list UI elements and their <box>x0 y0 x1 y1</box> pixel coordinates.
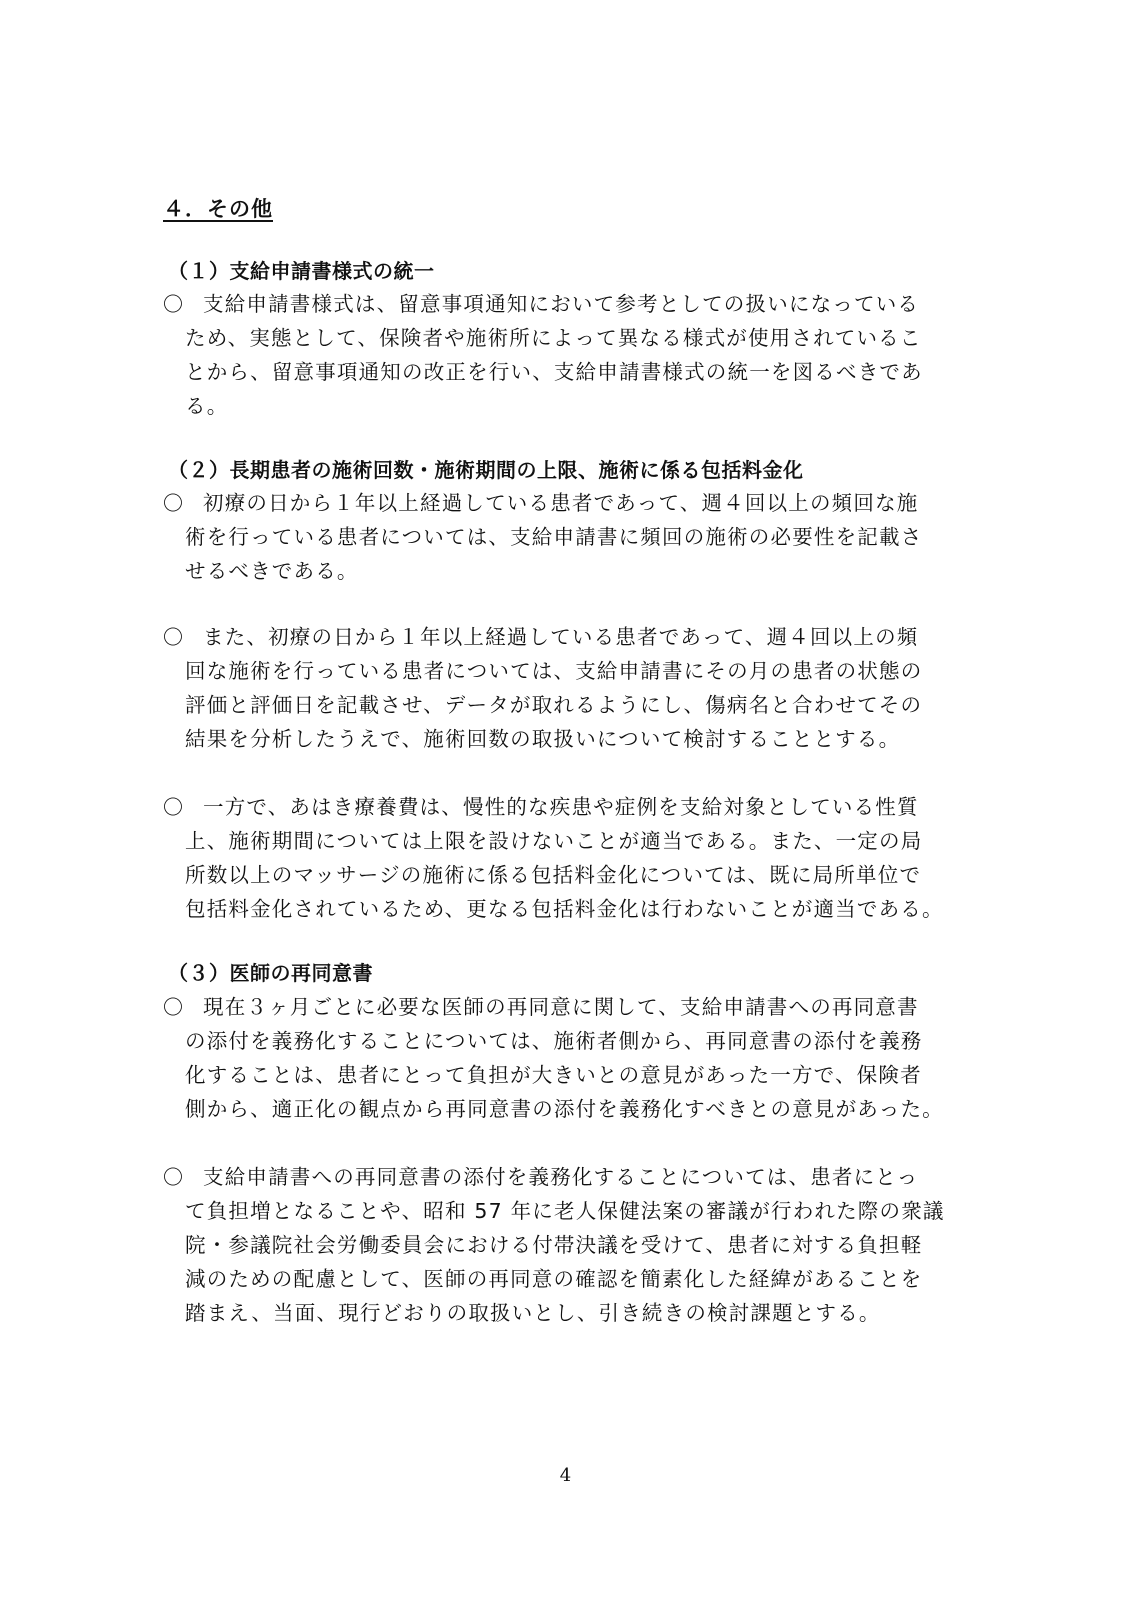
section-heading: ４．その他 <box>163 197 273 221</box>
bullet-icon: 〇 <box>163 1165 185 1189</box>
paragraph-line: 包括料金化されているため、更なる包括料金化は行わないことが適当である。 <box>185 897 944 921</box>
bullet-icon: 〇 <box>163 795 185 819</box>
paragraph-1-1 <box>163 287 978 423</box>
paragraph-line: ため、実態として、保険者や施術所によって異なる様式が使用されているこ <box>185 326 922 350</box>
paragraph-line: の添付を義務化することについては、施術者側から、再同意書の添付を義務 <box>185 1029 923 1053</box>
paragraph-line: 現在３ヶ月ごとに必要な医師の再同意に関して、支給申請書への再同意書 <box>203 995 919 1019</box>
subsection-heading-3: （３）医師の再同意書 <box>168 961 373 985</box>
paragraph-3-1 <box>163 990 978 1126</box>
paragraph-2-1 <box>163 486 978 588</box>
bullet-icon: 〇 <box>163 292 185 316</box>
page-number: 4 <box>559 1465 572 1486</box>
paragraph-line: とから、留意事項通知の改正を行い、支給申請書様式の統一を図るべきであ <box>185 360 923 384</box>
paragraph-line: 踏まえ、当面、現行どおりの取扱いとし、引き続きの検討課題とする。 <box>185 1301 881 1325</box>
paragraph-line: る。 <box>185 394 229 418</box>
paragraph-line: 回な施術を行っている患者については、支給申請書にその月の患者の状態の <box>185 659 923 683</box>
paragraph-line: また、初療の日から１年以上経過している患者であって、週４回以上の頻 <box>203 625 919 649</box>
paragraph-line: 初療の日から１年以上経過している患者であって、週４回以上の頻回な施 <box>203 491 919 515</box>
subsection-heading-1: （１）支給申請書様式の統一 <box>168 259 435 283</box>
paragraph-line: 支給申請書への再同意書の添付を義務化することについては、患者にとっ <box>203 1165 919 1189</box>
paragraph-2-2 <box>163 620 978 756</box>
paragraph-line: 上、施術期間については上限を設けないことが適当である。また、一定の局 <box>185 829 923 853</box>
paragraph-line: 化することは、患者にとって負担が大きいとの意見があった一方で、保険者 <box>185 1063 922 1087</box>
paragraph-line: 結果を分析したうえで、施術回数の取扱いについて検討することとする。 <box>185 727 901 751</box>
paragraph-line: 院・参議院社会労働委員会における付帯決議を受けて、患者に対する負担軽 <box>185 1233 923 1257</box>
paragraph-line: 術を行っている患者については、支給申請書に頻回の施術の必要性を記載さ <box>185 525 923 549</box>
paragraph-2-3 <box>163 790 978 926</box>
paragraph-line: て負担増となることや、昭和 57 年に老人保健法案の審議が行われた際の衆議 <box>185 1199 945 1223</box>
bullet-icon: 〇 <box>163 491 185 515</box>
bullet-icon: 〇 <box>163 995 185 1019</box>
bullet-icon: 〇 <box>163 625 185 649</box>
paragraph-line: 評価と評価日を記載させ、データが取れるようにし、傷病名と合わせてその <box>185 693 923 717</box>
paragraph-line: 所数以上のマッサージの施術に係る包括料金化については、既に局所単位で <box>185 863 922 887</box>
paragraph-line: せるべきである。 <box>185 559 359 583</box>
paragraph-line: 一方で、あはき療養費は、慢性的な疾患や症例を支給対象としている性質 <box>203 795 919 819</box>
subsection-heading-2: （２）長期患者の施術回数・施術期間の上限、施術に係る包括料金化 <box>168 458 804 482</box>
paragraph-3-2 <box>163 1160 978 1330</box>
paragraph-line: 側から、適正化の観点から再同意書の添付を義務化すべきとの意見があった。 <box>185 1097 944 1121</box>
paragraph-line: 減のための配慮として、医師の再同意の確認を簡素化した経緯があることを <box>185 1267 923 1291</box>
paragraph-line: 支給申請書様式は、留意事項通知において参考としての扱いになっている <box>203 292 920 316</box>
